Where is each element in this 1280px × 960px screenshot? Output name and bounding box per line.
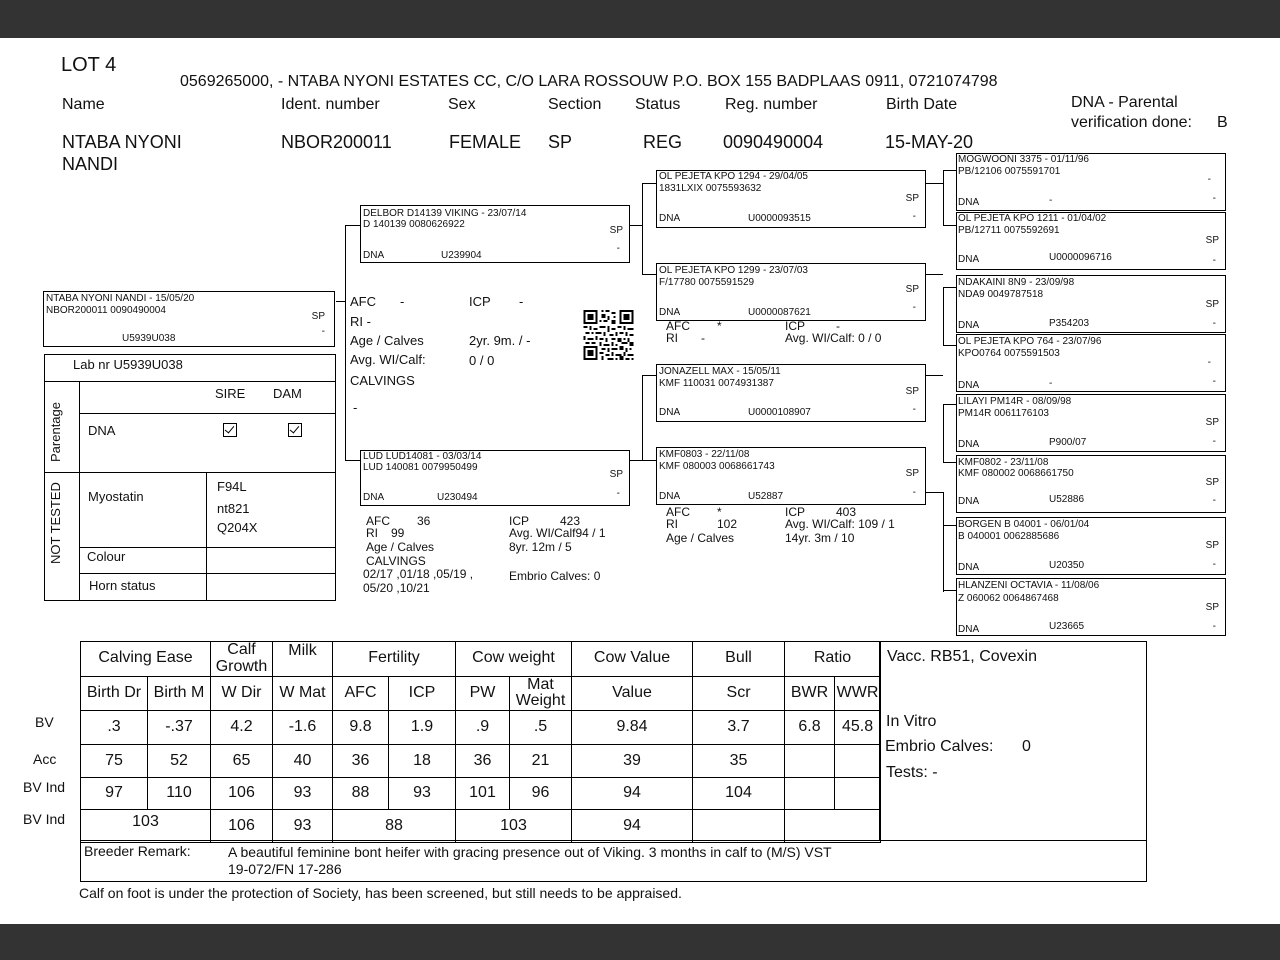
bv-cell: 9.8 [333,711,389,745]
dam-calvings-line-2: 05/20 ,10/21 [363,581,430,595]
acc-cell: 40 [273,745,333,778]
ind-cell: 96 [510,778,572,810]
granddam-sire-box [656,364,926,422]
box-dash: - [912,302,916,313]
ind-cell: 94 [572,778,693,810]
ind-group-cell: 106 [211,810,273,843]
lot-number: LOT 4 [61,54,117,76]
ind-group-cell [693,810,785,843]
dam-calvings-line-1: 02/17 ,01/18 ,05/19 , [363,567,474,581]
box-title: HLANZENI OCTAVIA - 11/08/06 [958,580,1100,591]
sire-afc-label: AFC [350,294,376,309]
dam-line2: LUD 140081 0079950499 [363,462,478,473]
box-dna-value: - [1049,378,1053,389]
gp-dam-icp-value: 403 [836,505,857,519]
sire-box [360,205,630,263]
gp-sire-avg-wi: Avg. WI/Calf: 0 / 0 [785,331,882,345]
box-title: KMF0803 - 22/11/08 [659,449,750,460]
status-label: Status [635,96,681,113]
box-sp: SP [1205,477,1219,488]
acc-cell: 36 [333,745,389,778]
bv-cell: 3.7 [693,711,785,745]
box-dna-value: U52886 [1049,494,1085,505]
sub-header: Mat Weight [510,676,572,711]
box-title: OL PEJETA KPO 1211 - 01/04/02 [958,213,1107,224]
group-header: Bull [693,642,785,677]
great-grandparent-box [956,275,1226,333]
box-dna-label: DNA [958,380,980,391]
acc-cell: 39 [572,745,693,778]
bv-ind-row [81,778,881,810]
group-header: Cow weight [456,642,572,677]
animal-section: SP [548,132,573,152]
sire-dash: - [616,243,620,254]
box-line2: PM14R 0061176103 [958,408,1049,419]
box-title: OL PEJETA KPO 1299 - 23/07/03 [659,265,808,276]
box-dna-value: U52887 [748,491,784,502]
animal-birth: 15-MAY-20 [885,132,974,152]
box-dash: - [1212,193,1216,204]
gp-dam-afc-value: * [717,505,722,519]
grandsire-dam-box [656,263,926,321]
sub-header: Birth Dr [81,676,148,711]
lab-nr: Lab nr U5939U038 [73,357,183,372]
ind-cell: 101 [456,778,510,810]
box-title: JONAZELL MAX - 15/05/11 [659,366,781,377]
box-line2: F/17780 0075591529 [659,277,755,288]
dam-age-calves-value: 8yr. 12m / 5 [509,540,572,554]
box-line2: B 040001 0062885686 [958,531,1060,542]
bv-cell: .3 [81,711,148,745]
group-header: Fertility [333,642,456,677]
acc-cell [835,745,881,778]
great-grandparent-box [956,578,1226,636]
box-dna-value: - [1049,195,1053,206]
gp-sire-icp-label: ICP [785,319,806,333]
dna-label-2: verification done: [1071,114,1192,131]
great-grandparent-box [956,455,1226,513]
group-header: Milk [273,642,333,677]
animal-sex: FEMALE [449,132,522,152]
subject-box [43,291,335,347]
sub-header: Value [572,676,693,711]
lab-sire-header: SIRE [215,386,246,401]
sub-header-row [81,676,881,711]
animal-name-2: NANDI [62,154,119,174]
colour-label: Colour [87,549,126,564]
ind-cell: 93 [389,778,456,810]
box-dash: - [1212,621,1216,632]
sub-header: Scr [693,676,785,711]
bv-cell: 9.84 [572,711,693,745]
box-dna-value: U0000108907 [748,407,811,418]
acc-cell: 75 [81,745,148,778]
box-dna-value: U23665 [1049,621,1085,632]
box-dash: - [1212,318,1216,329]
acc-cell [785,745,835,778]
sire-line2: D 140139 0080626922 [363,219,465,230]
box-dna-value: U0000096716 [1049,252,1112,263]
bv-cell: -1.6 [273,711,333,745]
ind-cell: 88 [333,778,389,810]
box-dna-label: DNA [958,439,980,450]
dam-box [360,450,630,506]
group-header-row [81,642,881,677]
ind-group-cell: 103 [456,810,572,843]
box-dash: - [912,211,916,222]
sire-dna-value: U239904 [441,250,482,261]
dam-ri-label: RI [366,526,378,540]
dam-avg-wi: Avg. WI/Calf94 / 1 [509,526,606,540]
box-sp: SP [1205,299,1219,310]
dam-dna-label: DNA [363,492,385,503]
gp-sire-afc-label: AFC [666,319,690,333]
ind-cell: 110 [148,778,211,810]
sire-avg-wi-label: Avg. WI/Calf: [350,352,426,367]
box-dash: - [1212,255,1216,266]
sex-label: Sex [448,96,476,113]
dam-dash: - [616,488,620,499]
row-label-bv: BV [35,714,54,730]
acc-cell: 35 [693,745,785,778]
gp-sire-afc-value: * [717,319,722,333]
bv-cell: .5 [510,711,572,745]
sire-ri: RI - [350,314,371,329]
bv-cell: 6.8 [785,711,835,745]
owner-line: 0569265000, - NTABA NYONI ESTATES CC, C/O LARA ROSSOUW P.O. BOX 155 BADPLAAS 0911, 0721074798 [180,73,998,90]
box-line2: KPO0764 0075591503 [958,348,1060,359]
dam-sp: SP [609,469,623,480]
acc-cell: 21 [510,745,572,778]
ind-group-cell: 94 [572,810,693,843]
myostatin-value-2: nt821 [217,501,250,516]
sub-header: AFC [333,676,389,711]
ind-group-cell: 88 [333,810,456,843]
box-dash: - [912,404,916,415]
ind-cell [835,778,881,810]
gp-dam-ri-value: 102 [717,517,738,531]
not-tested-label: NOT TESTED [48,482,63,564]
box-sp: SP [905,468,919,479]
great-grandparent-box [956,334,1226,392]
box-dash: - [1212,436,1216,447]
breeder-remark-line-1: A beautiful feminine bont heifer with gracing presence out of Viking. 3 months in calf to (M/S) VST [228,844,832,860]
box-title: BORGEN B 04001 - 06/01/04 [958,519,1090,530]
lab-dam-header: DAM [273,386,302,401]
box-sp: SP [1205,417,1219,428]
group-header: Ratio [785,642,881,677]
dam-embrio-calves: Embrio Calves: 0 [509,569,601,583]
box-title: KMF0802 - 23/11/08 [958,457,1049,468]
sub-header: Birth M [148,676,211,711]
box-dna-label: DNA [958,562,980,573]
sub-header: ICP [389,676,456,711]
bv-ind-group-row [81,810,881,843]
ind-group-cell: 93 [273,810,333,843]
row-label-acc: Acc [33,751,57,767]
box-dash: - [1207,357,1211,368]
great-grandparent-box [956,394,1226,452]
box-dash: - [912,487,916,498]
box-title: MOGWOONI 3375 - 01/11/96 [958,154,1089,165]
gp-dam-icp-label: ICP [785,505,806,519]
box-dna-value: U20350 [1049,560,1085,571]
box-dash: - [1212,559,1216,570]
row-label-bv-ind: BV Ind [23,779,66,795]
reg-label: Reg. number [725,96,818,113]
sire-age-calves-value: 2yr. 9m. / - [469,333,531,348]
box-line2: 1831LXIX 0075593632 [659,183,762,194]
acc-cell: 18 [389,745,456,778]
box-dna-label: DNA [659,491,681,502]
box-dna-label: DNA [659,407,681,418]
box-dash: - [1207,174,1211,185]
sub-header: BWR [785,676,835,711]
acc-cell: 65 [211,745,273,778]
bottom-dark-band [0,924,1280,960]
name-label: Name [62,96,105,113]
group-header: Calf Growth [211,642,273,677]
bv-cell: 1.9 [389,711,456,745]
subject-title: NTABA NYONI NANDI - 15/05/20 [46,293,195,304]
box-dna-label: DNA [659,307,681,318]
box-dna-label: DNA [659,213,681,224]
box-dna-label: DNA [958,624,980,635]
myostatin-label: Myostatin [88,489,144,504]
birth-label: Birth Date [886,96,958,113]
box-dna-label: DNA [958,496,980,507]
ind-cell: 104 [693,778,785,810]
dam-title: LUD LUD14081 - 03/03/14 [363,451,482,462]
top-dark-band [0,0,1280,38]
gp-dam-afc-label: AFC [666,505,690,519]
embrio-calves-value: 0 [1022,738,1031,755]
gp-dam-age-calves-value: 14yr. 3m / 10 [785,531,855,545]
box-dna-value: U0000087621 [748,307,811,318]
horn-status-label: Horn status [89,578,156,593]
subject-dash: - [321,326,325,337]
box-sp: SP [905,284,919,295]
box-sp: SP [1205,235,1219,246]
box-title: NDAKAINI 8N9 - 23/09/98 [958,277,1075,288]
bv-cell: .9 [456,711,510,745]
box-sp: SP [1205,602,1219,613]
box-line2: KMF 080003 0068661743 [659,461,775,472]
sub-header: W Dir [211,676,273,711]
box-line2: NDA9 0049787518 [958,289,1044,300]
dam-age-calves-label: Age / Calves [366,540,435,554]
parentage-label: Parentage [48,402,63,462]
box-title: OL PEJETA KPO 764 - 23/07/96 [958,336,1102,347]
granddam-dam-box [656,447,926,505]
dna-label: DNA - Parental [1071,94,1178,111]
great-grandparent-box [956,212,1226,270]
bv-cell: 4.2 [211,711,273,745]
animal-status: REG [643,132,683,152]
box-dna-value: P900/07 [1049,437,1087,448]
subject-line2: NBOR200011 0090490004 [46,305,166,316]
box-dna-value: U0000093515 [748,213,811,224]
subject-sp: SP [311,311,325,322]
ident-label: Ident. number [281,96,380,113]
footer-note: Calf on foot is under the protection of Society, has been screened, but still needs to be appraised. [79,885,682,901]
sub-header: W Mat [273,676,333,711]
in-vitro: In Vitro [886,713,937,730]
acc-cell: 52 [148,745,211,778]
subject-lab: U5939U038 [122,333,176,344]
myostatin-value-1: F94L [217,479,247,494]
group-header: Calving Ease [81,642,211,677]
box-title: LILAYI PM14R - 08/09/98 [958,396,1072,407]
dam-ri-value: 99 [391,526,405,540]
dam-afc-value: 36 [417,514,431,528]
animal-name: NTABA NYONI [62,132,182,152]
sire-age-calves-label: Age / Calves [350,333,424,348]
gp-sire-icp-value: - [836,319,840,333]
gp-dam-age-calves-label: Age / Calves [666,531,735,545]
bv-row [81,711,881,745]
box-line2: Z 060062 0064867468 [958,593,1059,604]
box-dna-label: DNA [958,197,980,208]
sire-title: DELBOR D14139 VIKING - 23/07/14 [363,208,527,219]
row-label-bv-ind-2: BV Ind [23,811,66,827]
acc-row [81,745,881,778]
section-label: Section [548,96,602,113]
sire-dna-label: DNA [363,250,385,261]
box-title: OL PEJETA KPO 1294 - 29/04/05 [659,171,808,182]
box-line2: PB/12106 0075591701 [958,166,1061,177]
tests: Tests: - [886,764,938,781]
box-sp: SP [905,193,919,204]
sire-icp-value: - [519,294,524,309]
qr-code-icon [582,310,635,360]
gp-dam-avg-wi: Avg. WI/Calf: 109 / 1 [785,517,895,531]
ind-cell [785,778,835,810]
grandsire-sire-box [656,170,926,228]
box-dna-label: DNA [958,254,980,265]
myostatin-value-3: Q204X [217,520,258,535]
box-dna-value: P354203 [1049,318,1090,329]
dna-row-label: DNA [88,423,116,438]
sire-afc-value: - [400,294,405,309]
box-dna-label: DNA [958,320,980,331]
box-line2: KMF 110031 0074931387 [659,378,774,389]
box-sp: SP [905,386,919,397]
box-line2: KMF 080002 0068661750 [958,468,1074,479]
sire-icp-label: ICP [469,294,491,309]
sire-sp: SP [609,225,623,236]
box-sp: SP [1205,540,1219,551]
sire-calvings-value: - [353,400,358,415]
gp-sire-ri-label: RI [666,331,678,345]
ind-cell: 93 [273,778,333,810]
dam-dna-checkbox[interactable] [288,423,302,437]
box-dash: - [1212,495,1216,506]
great-grandparent-box [956,153,1226,211]
acc-cell: 36 [456,745,510,778]
box-dash: - [1212,376,1216,387]
dam-calvings-label: CALVINGS [366,554,426,568]
dam-afc-label: AFC [366,514,390,528]
ind-cell: 97 [81,778,148,810]
animal-reg: 0090490004 [723,132,824,152]
ind-group-cell [785,810,881,843]
gp-sire-ri-value: - [701,331,705,345]
box-line2: PB/12711 0075592691 [958,225,1060,236]
bv-cell: 45.8 [835,711,881,745]
animal-ident: NBOR200011 [281,132,392,152]
breeder-remark-label: Breeder Remark: [84,843,191,859]
dam-icp-value: 423 [560,514,581,528]
ind-cell: 106 [211,778,273,810]
sub-header: PW [456,676,510,711]
dna-value: B [1217,114,1228,131]
sire-calvings-label: CALVINGS [350,373,415,388]
bv-cell: -.37 [148,711,211,745]
breeder-remark-line-2: 19-072/FN 17-286 [228,861,342,877]
group-header: Cow Value [572,642,693,677]
gp-dam-ri-label: RI [666,517,678,531]
breeding-value-table [80,641,881,843]
sub-header: WWR [835,676,881,711]
vaccination: Vacc. RB51, Covexin [887,648,1037,665]
dam-icp-label: ICP [509,514,530,528]
ind-group-cell: 103 [81,810,211,843]
great-grandparent-box [956,517,1226,575]
dam-dna-value: U230494 [437,492,478,503]
sire-avg-wi-value: 0 / 0 [469,353,495,368]
embrio-calves-label: Embrio Calves: [885,738,994,755]
sire-dna-checkbox[interactable] [223,423,237,437]
